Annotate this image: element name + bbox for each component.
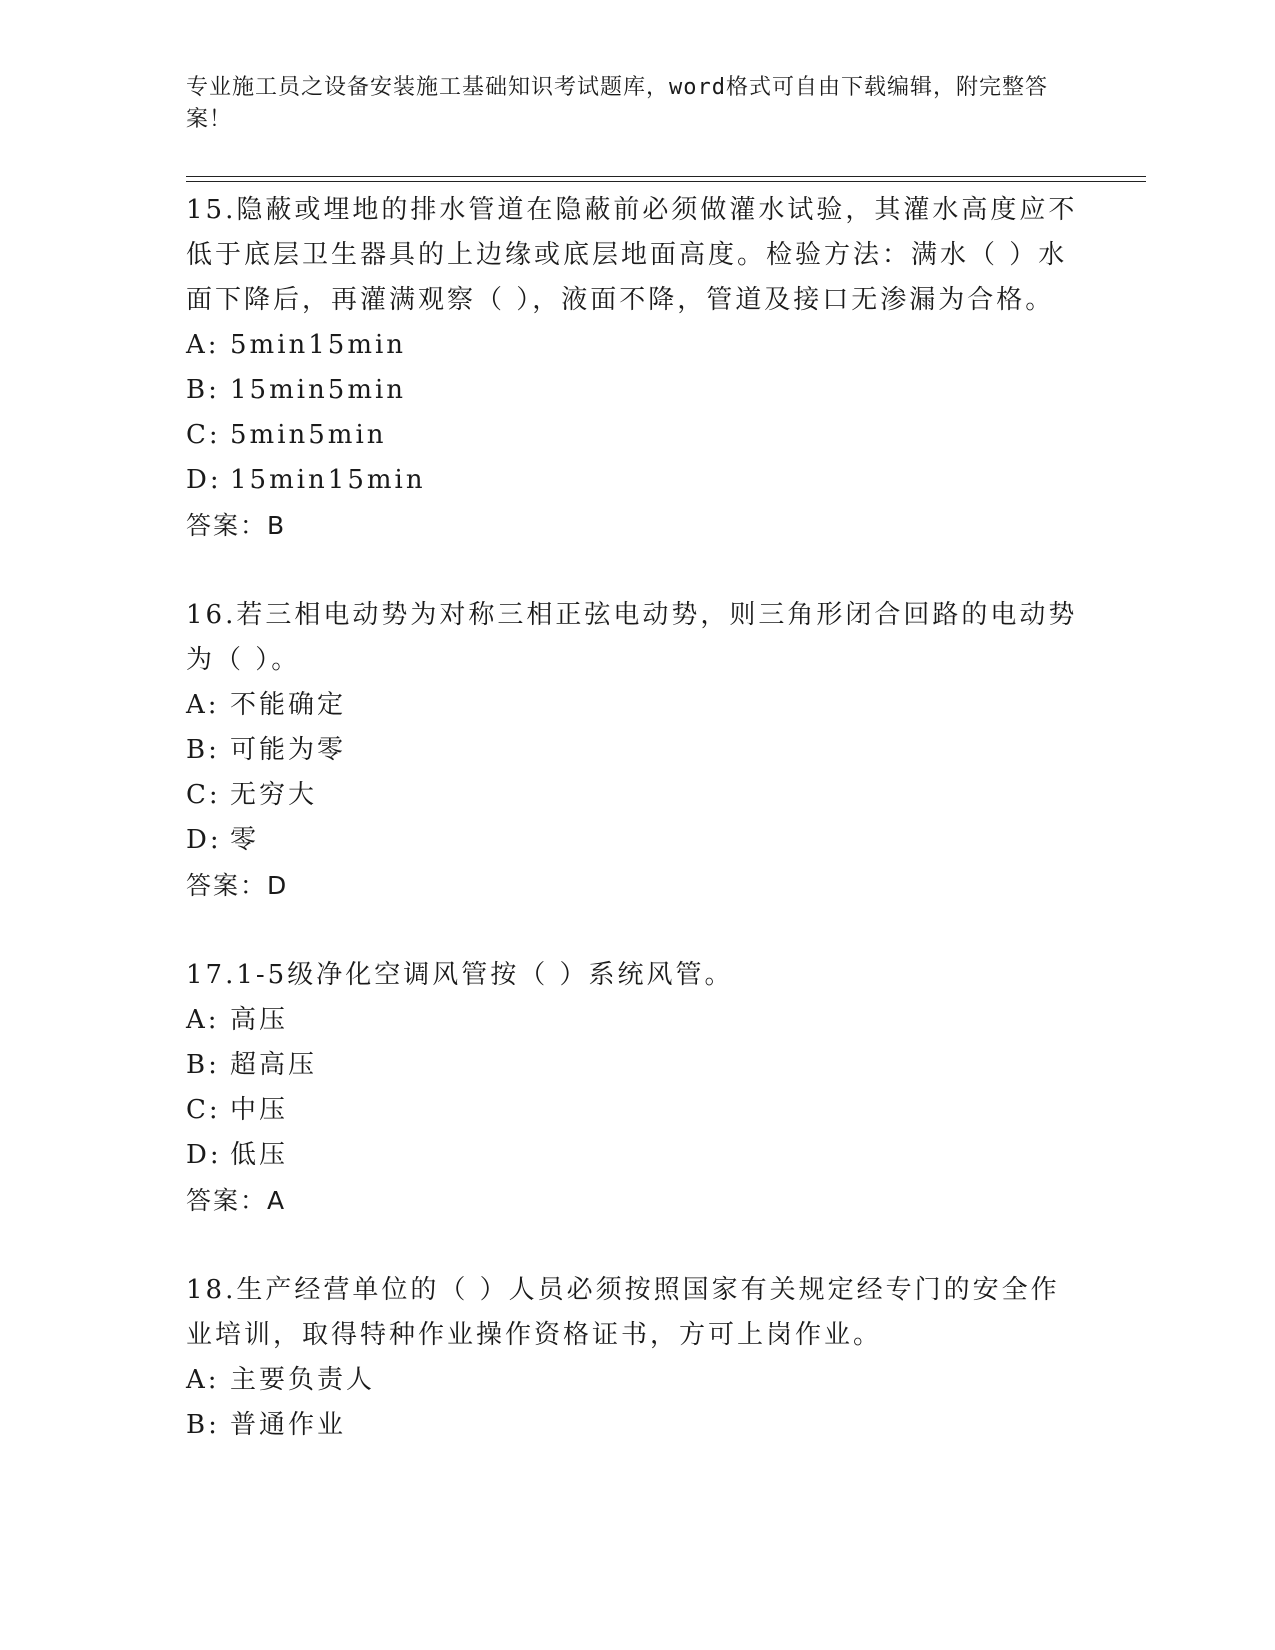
header-divider-top (186, 176, 1146, 177)
option-text: 5min15min (230, 330, 407, 360)
option-text: 无穷大 (230, 780, 318, 810)
option-letter: C: (186, 780, 221, 810)
option-c (186, 773, 1086, 818)
option-d (186, 458, 1086, 503)
option-text: 中压 (230, 1095, 289, 1125)
option-text: 高压 (230, 1005, 289, 1035)
option-text: 普通作业 (230, 1410, 347, 1440)
option-text: 主要负责人 (230, 1365, 376, 1395)
question-16 (186, 593, 1086, 908)
option-text: 不能确定 (230, 690, 347, 720)
option-letter: A: (186, 330, 220, 360)
option-d (186, 1133, 1086, 1178)
option-letter: B: (186, 1410, 220, 1440)
question-text: 16.若三相电动势为对称三相正弦电动势，则三角形闭合回路的电动势为（ ）。 (186, 600, 1078, 675)
option-text: 超高压 (230, 1050, 318, 1080)
option-letter: D: (186, 1140, 222, 1170)
option-letter: B: (186, 1050, 220, 1080)
option-letter: C: (186, 420, 221, 450)
option-letter: C: (186, 1095, 221, 1125)
option-a (186, 323, 1086, 368)
option-text: 零 (230, 825, 260, 855)
option-b (186, 1403, 1086, 1448)
option-c (186, 1088, 1086, 1133)
option-b (186, 1043, 1086, 1088)
option-text: 5min5min (230, 420, 387, 450)
option-a (186, 1358, 1086, 1403)
header-divider-bottom (186, 181, 1146, 182)
option-text: 低压 (230, 1140, 289, 1170)
option-b (186, 368, 1086, 413)
option-letter: D: (186, 465, 222, 495)
question-18 (186, 1268, 1086, 1448)
option-letter: A: (186, 690, 220, 720)
option-letter: B: (186, 735, 220, 765)
answer-line: 答案：A (186, 1186, 287, 1215)
question-text: 18.生产经营单位的（ ）人员必须按照国家有关规定经专门的安全作业培训，取得特种作业操作资格证书，方可上岗作业。 (186, 1275, 1060, 1350)
question-list (186, 188, 1086, 1493)
option-text: 15min15min (230, 465, 426, 495)
answer-line: 答案：D (186, 871, 289, 900)
option-letter: A: (186, 1005, 220, 1035)
option-text: 15min5min (230, 375, 407, 405)
option-letter: A: (186, 1365, 220, 1395)
question-15 (186, 188, 1086, 548)
document-header: 专业施工员之设备安装施工基础知识考试题库，word格式可自由下载编辑，附完整答案！ (186, 75, 1048, 132)
option-b (186, 728, 1086, 773)
question-17 (186, 953, 1086, 1223)
question-text: 15.隐蔽或埋地的排水管道在隐蔽前必须做灌水试验，其灌水高度应不低于底层卫生器具的上边缘或底层地面高度。检验方法：满水（ ）水面下降后，再灌满观察（ ），液面不降，管道及接口无渗漏为合格。 (186, 195, 1078, 315)
option-letter: B: (186, 375, 220, 405)
option-a (186, 683, 1086, 728)
question-text: 17.1-5级净化空调风管按（ ）系统风管。 (186, 960, 734, 990)
answer-line: 答案：B (186, 511, 287, 540)
option-letter: D: (186, 825, 222, 855)
option-d (186, 818, 1086, 863)
option-c (186, 413, 1086, 458)
option-text: 可能为零 (230, 735, 347, 765)
option-a (186, 998, 1086, 1043)
